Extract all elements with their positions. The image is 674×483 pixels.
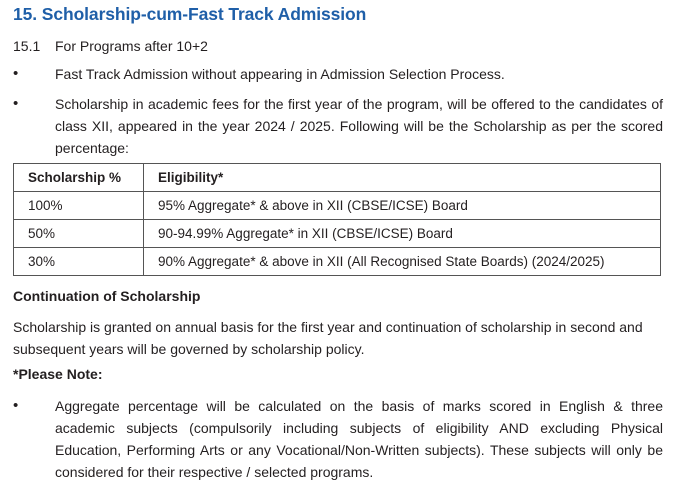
continuation-text: Scholarship is granted on annual basis for the first year and continuation of scholarship in second and subsequent years will be governed by scholarship policy. [13, 319, 643, 357]
scholarship-table [13, 163, 661, 276]
table-row [14, 248, 661, 276]
table-header-row [14, 164, 661, 192]
column-header-scholarship: Scholarship % [14, 164, 144, 192]
subsection-label: For Programs after 10+2 [55, 38, 208, 54]
bullet-icon: • [13, 95, 19, 112]
list-item-text: Fast Track Admission without appearing in Admission Selection Process. [55, 66, 505, 82]
table-cell: 90-94.99% Aggregate* in XII (CBSE/ICSE) Board [144, 220, 661, 248]
list-item-text: Scholarship in academic fees for the first year of the program, will be offered to the candidates of class XII, appeared in the year 2024 / 2025. Following will be the Scholarship as per the scored percentage: [55, 96, 663, 156]
bullet-icon: • [13, 65, 19, 82]
subsection-number: 15.1 [13, 38, 41, 54]
table-cell: 50% [14, 220, 144, 248]
continuation-title: Continuation of Scholarship [13, 288, 201, 304]
table-row [14, 192, 661, 220]
table-cell: 90% Aggregate* & above in XII (All Recognised State Boards) (2024/2025) [144, 248, 661, 276]
table-row [14, 220, 661, 248]
list-item-text: Aggregate percentage will be calculated on the basis of marks scored in English & three academic subjects (compulsorily including subjects of eligibility AND excluding Physical Education, Performing Arts or any Vocational/Non-Written subjects). These subjects will only be considered for their respective / selected programs. [55, 398, 663, 480]
note-title: *Please Note: [13, 366, 103, 382]
table-cell: 30% [14, 248, 144, 276]
table-cell: 95% Aggregate* & above in XII (CBSE/ICSE) Board [144, 192, 661, 220]
subsection-title [13, 38, 208, 54]
section-heading: 15. Scholarship-cum-Fast Track Admission [13, 4, 367, 24]
bullet-icon: • [13, 397, 19, 414]
column-header-eligibility: Eligibility* [144, 164, 661, 192]
table-cell: 100% [14, 192, 144, 220]
